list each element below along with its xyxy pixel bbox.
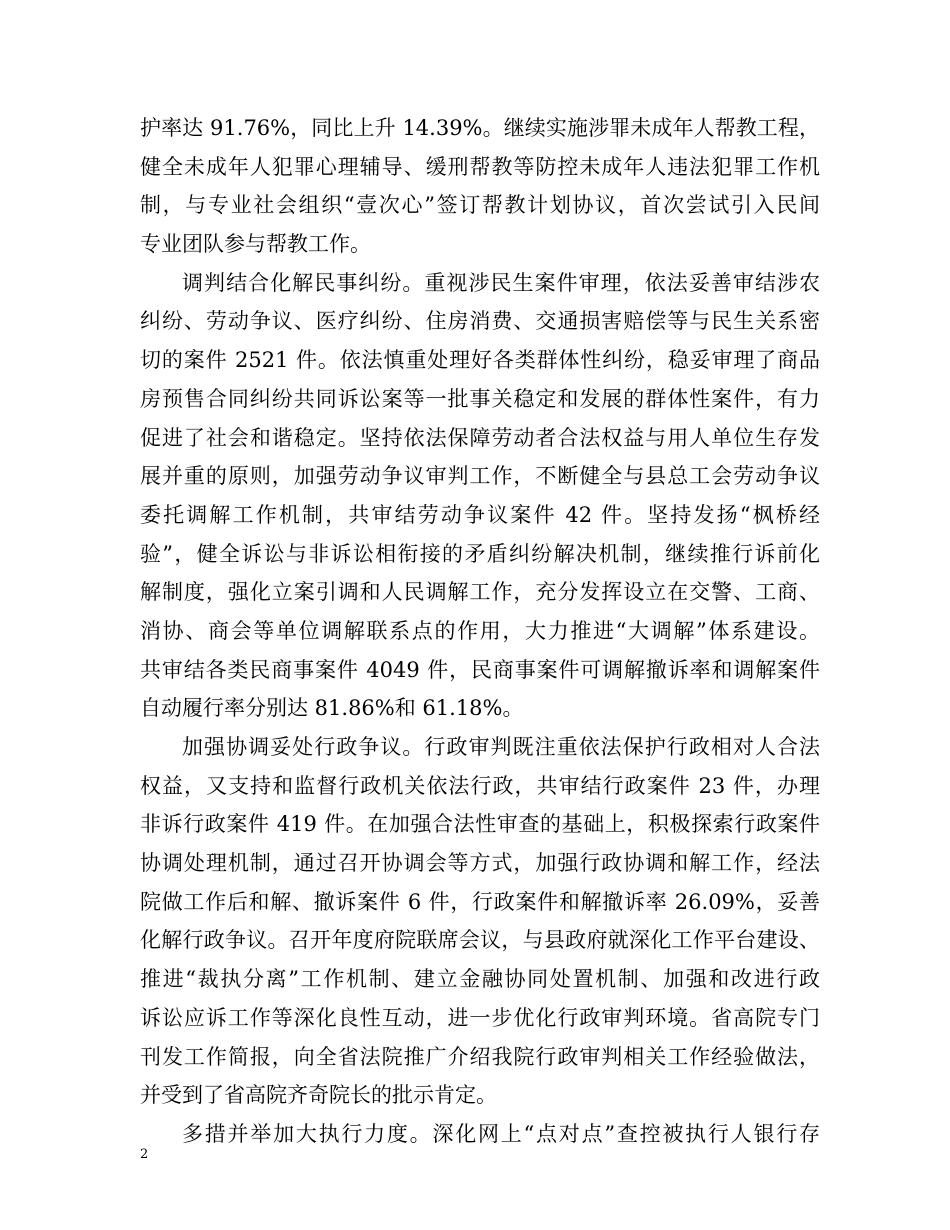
body-text bbox=[140, 109, 820, 1154]
text-line: 验”，健全诉讼与非诉讼相衔接的矛盾纠纷解决机制，继续推行诉前化 bbox=[140, 541, 820, 566]
text-line: 护率达 91.76%，同比上升 14.39%。继续实施涉罪未成年人帮教工程， bbox=[140, 116, 820, 140]
text-line: 多措并举加大执行力度。深化网上“点对点”查控被执行人银行存 bbox=[182, 1121, 820, 1146]
text-line: 切的案件 2521 件。依法慎重处理好各类群体性纠纷，稳妥审理了商品 bbox=[140, 348, 820, 373]
text-line: 健全未成年人犯罪心理辅导、缓刑帮教等防控未成年人违法犯罪工作机 bbox=[140, 154, 820, 179]
text-line: 加强协调妥处行政争议。行政审判既注重依法保护行政相对人合法 bbox=[182, 735, 820, 759]
text-line: 展并重的原则，加强劳动争议审判工作，不断健全与县总工会劳动争议 bbox=[140, 464, 820, 489]
text-line: 权益，又支持和监督行政机关依法行政，共审结行政案件 23 件，办理 bbox=[140, 773, 820, 798]
text-line: 并受到了省高院齐奇院长的批示肯定。 bbox=[140, 1083, 497, 1108]
text-line: 诉讼应诉工作等深化良性互动，进一步优化行政审判环境。省高院专门 bbox=[140, 1005, 820, 1030]
text-line: 化解行政争议。召开年度府院联席会议，与县政府就深化工作平台建设、 bbox=[140, 928, 820, 953]
text-line: 解制度，强化立案引调和人民调解工作，充分发挥设立在交警、工商、 bbox=[140, 580, 820, 605]
text-line: 非诉行政案件 419 件。在加强合法性审查的基础上，积极探索行政案件 bbox=[140, 812, 820, 837]
paragraph bbox=[140, 728, 820, 1115]
text-line: 调判结合化解民事纠纷。重视涉民生案件审理，依法妥善审结涉农 bbox=[182, 270, 820, 295]
page-number: 2 bbox=[140, 1147, 149, 1162]
text-line: 消协、商会等单位调解联系点的作用，大力推进“大调解”体系建设。 bbox=[140, 618, 820, 643]
text-line: 院做工作后和解、撤诉案件 6 件，行政案件和解撤诉率 26.09%，妥善 bbox=[140, 889, 820, 914]
text-line: 自动履行率分别达 81.86%和 61.18%。 bbox=[140, 696, 524, 721]
text-line: 委托调解工作机制，共审结劳动争议案件 42 件。坚持发扬“枫桥经 bbox=[140, 502, 820, 527]
text-line: 共审结各类民商事案件 4049 件，民商事案件可调解撤诉率和调解案件 bbox=[140, 657, 820, 682]
text-line: 纠纷、劳动争议、医疗纠纷、住房消费、交通损害赔偿等与民生关系密 bbox=[140, 309, 820, 334]
text-line: 推进“裁执分离”工作机制、建立金融协同处置机制、加强和改进行政 bbox=[140, 967, 820, 992]
text-line: 专业团队参与帮教工作。 bbox=[140, 232, 371, 257]
paragraph bbox=[140, 109, 820, 264]
text-line: 制，与专业社会组织“壹次心”签订帮教计划协议，首次尝试引入民间 bbox=[140, 193, 820, 218]
text-line: 协调处理机制，通过召开协调会等方式，加强行政协调和解工作，经法 bbox=[140, 851, 820, 876]
text-line: 促进了社会和谐稳定。坚持依法保障劳动者合法权益与用人单位生存发 bbox=[140, 425, 820, 450]
paragraph bbox=[140, 1115, 820, 1154]
text-line: 房预售合同纠纷共同诉讼案等一批事关稳定和发展的群体性案件，有力 bbox=[140, 386, 820, 411]
paragraph bbox=[140, 264, 820, 728]
text-line: 刊发工作简报，向全省法院推广介绍我院行政审判相关工作经验做法， bbox=[140, 1044, 820, 1069]
